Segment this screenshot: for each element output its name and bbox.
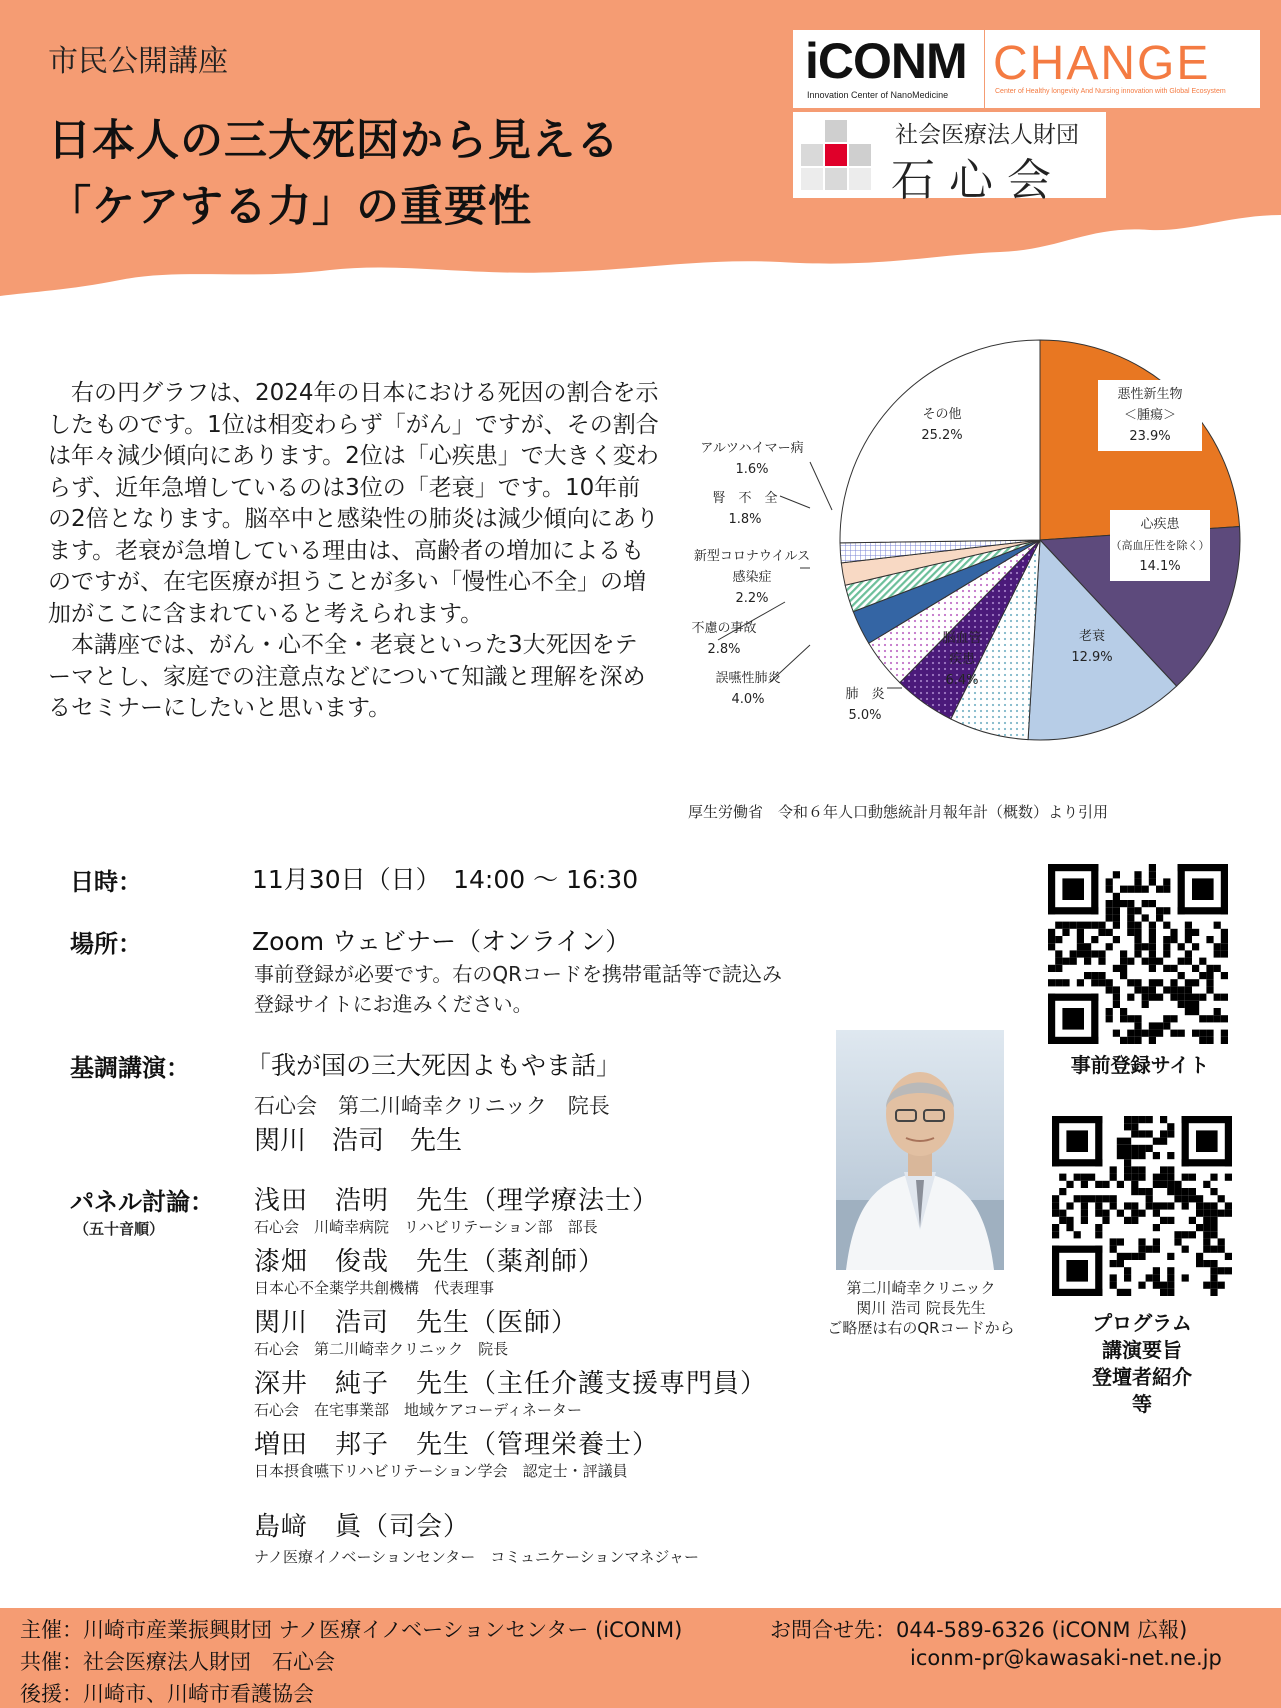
leader-line xyxy=(780,496,810,508)
program-qr-caption-line-3: 登壇者紹介 xyxy=(1092,1365,1192,1389)
footer xyxy=(0,1608,1281,1708)
change-logo-subtitle: Center of Healthy longevity And Nursing innovation with Global Ecosystem xyxy=(995,88,1226,95)
slice-percent-label: 4.0% xyxy=(731,692,765,707)
place-note-2: 登録サイトにお進みください。 xyxy=(254,992,533,1016)
place-value: Zoom ウェビナー（オンライン） xyxy=(252,927,631,956)
panelist-affiliation: 石心会 第二川崎幸クリニック 院長 xyxy=(254,1340,509,1358)
place-note-1: 事前登録が必要です。右のQRコードを携帯電話等で読込み xyxy=(254,962,783,986)
slice-name-label: 感染症 xyxy=(732,570,772,585)
slice-percent-label: 12.9% xyxy=(1071,650,1113,665)
death-cause-pie-chart xyxy=(660,330,1260,800)
panelist-name: 漆畑 俊哉 先生（薬剤師） xyxy=(254,1247,606,1277)
panelist-name: 浅田 浩明 先生（理学療法士） xyxy=(254,1186,660,1216)
footer-co-organizer: 共催：社会医療法人財団 石心会 xyxy=(20,1650,335,1674)
slice-name-label: 脳血管 xyxy=(942,631,982,646)
slice-percent-label: 23.9% xyxy=(1129,429,1171,444)
photo-caption-line-3: ご略歴は右のQRコードから xyxy=(827,1319,1015,1337)
footer-organizer: 主催：川崎市産業振興財団 ナノ医療イノベーションセンター (iCONM) xyxy=(20,1618,683,1642)
title-line-1: 日本人の三大死因から見える xyxy=(48,116,620,166)
program-qr-caption-line-4: 等 xyxy=(1132,1392,1152,1416)
panelist-affiliation: 石心会 川崎幸病院 リハビリテーション部 部長 xyxy=(254,1218,598,1236)
footer-support: 後援：川崎市、川崎市看護協会 xyxy=(20,1682,314,1706)
photo-caption-line-1: 第二川崎幸クリニック xyxy=(846,1279,996,1297)
keynote-speaker: 関川 浩司 先生 xyxy=(254,1126,463,1156)
slice-percent-label: 1.6% xyxy=(735,462,769,477)
sekishin-org-type: 社会医療法人財団 xyxy=(895,122,1079,148)
program-qr-caption xyxy=(1042,1310,1242,1418)
sekishin-org-name: 石心会 xyxy=(891,155,1065,206)
slice-name-label: 悪性新生物 xyxy=(1117,387,1183,402)
slice-name-label: 不慮の事故 xyxy=(691,621,757,636)
slice-name-label: アルツハイマー病 xyxy=(700,441,804,456)
program-qr-code[interactable] xyxy=(1052,1116,1232,1296)
program-qr-caption-line-1: プログラム xyxy=(1092,1311,1192,1335)
slice-name-label: 疾患 xyxy=(948,652,976,667)
panel-order-note: （五十音順） xyxy=(74,1220,165,1238)
footer-contact-phone: お問合せ先：044-589-6326 (iCONM 広報) xyxy=(770,1618,1188,1642)
change-logo xyxy=(985,30,1260,108)
date-label: 日時： xyxy=(70,868,142,896)
photo-caption xyxy=(818,1278,1024,1338)
panelist-affiliation: 日本心不全薬学共創機構 代表理事 xyxy=(254,1279,495,1297)
slice-percent-label: 2.2% xyxy=(735,591,769,606)
date-value: 11月30日（日） 14:00 ～ 16:30 xyxy=(252,865,639,894)
slice-percent-label: 1.8% xyxy=(728,512,762,527)
slice-percent-label: 5.0% xyxy=(848,708,882,723)
panelist-name: 深井 純子 先生（主任介護支援専門員） xyxy=(254,1369,768,1399)
program-qr-caption-line-2: 講演要旨 xyxy=(1102,1338,1182,1362)
panelist-name: 増田 邦子 先生（管理栄養士） xyxy=(254,1430,660,1460)
panelist-name: 関川 浩司 先生（医師） xyxy=(254,1308,579,1338)
slice-name-label: 肺 炎 xyxy=(845,687,885,702)
slice-name-label: 新型コロナウイルス xyxy=(693,549,811,564)
iconm-logo xyxy=(793,30,984,108)
sekishin-logo xyxy=(793,112,1106,206)
intro-paragraph-1: 右の円グラフは、2024年の日本における死因の割合を示したものです。1位は相変わらず「がん」ですが、その割合は年々減少傾向にあります。2位は「心疾患」で大きく変わらず、近年急増しているのは3位の「老衰」です。10年前の2倍となります。脳卒中と感染性の肺炎は減少傾向にあります。老衰が急増している理由は、高齢者の増加によるものですが、在宅医療が担うことが多い「慢性心不全」の増加がここに含まれていると考えられます。 xyxy=(48,380,659,627)
chart-source: 厚生労働省 令和６年人口動態統計月報年計（概数）より引用 xyxy=(688,803,1109,821)
speaker-photo xyxy=(836,1030,1004,1270)
place-label: 場所： xyxy=(70,930,142,958)
moderator-name: 島﨑 眞（司会） xyxy=(254,1512,471,1542)
keynote-title: 「我が国の三大死因よもやま話」 xyxy=(246,1051,622,1080)
page-title xyxy=(48,108,620,240)
moderator-affiliation: ナノ医療イノベーションセンター コミュニケーションマネジャー xyxy=(254,1548,700,1566)
intro-text xyxy=(48,378,660,725)
slice-name-label: 誤嚥性肺炎 xyxy=(715,671,781,686)
slice-name-label: その他 xyxy=(922,407,962,422)
slice-percent-label: 14.1% xyxy=(1139,559,1181,574)
change-logo-text: CHANGE xyxy=(993,37,1211,90)
sekishin-mark-icon xyxy=(801,120,871,190)
slice-percent-label: 2.8% xyxy=(707,642,741,657)
registration-qr-caption: 事前登録サイト xyxy=(1070,1053,1210,1077)
panel-label: パネル討論： xyxy=(70,1188,214,1216)
keynote-label: 基調講演： xyxy=(70,1054,190,1082)
panelist-affiliation: 日本摂食嚥下リハビリテーション学会 認定士・評議員 xyxy=(254,1462,628,1480)
series-label: 市民公開講座 xyxy=(48,44,228,79)
iconm-logo-subtitle: Innovation Center of NanoMedicine xyxy=(807,90,949,100)
footer-contact-email[interactable]: iconm-pr@kawasaki-net.ne.jp xyxy=(910,1646,1222,1670)
photo-caption-line-2: 関川 浩司 院長先生 xyxy=(856,1299,986,1317)
slice-name-label: ＜腫瘍＞ xyxy=(1123,408,1177,423)
slice-percent-label: 25.2% xyxy=(921,428,963,443)
slice-name-label: 老衰 xyxy=(1078,629,1106,644)
panelist-affiliation: 石心会 在宅事業部 地域ケアコーディネーター xyxy=(254,1401,583,1419)
iconm-logo-text: iCONM xyxy=(805,33,967,89)
keynote-affiliation: 石心会 第二川崎幸クリニック 院長 xyxy=(254,1094,610,1118)
intro-paragraph-2: 本講座では、がん・心不全・老衰といった3大死因をテーマとし、家庭での注意点などについて知識と理解を深めるセミナーにしたいと思います。 xyxy=(48,632,646,721)
slice-name-label: （高血圧性を除く） xyxy=(1110,539,1210,552)
slice-name-label: 心疾患 xyxy=(1140,517,1180,532)
registration-qr-code[interactable] xyxy=(1048,864,1228,1044)
slice-percent-label: 6.4% xyxy=(945,673,979,688)
leader-line xyxy=(810,462,832,510)
slice-name-label: 腎 不 全 xyxy=(712,491,778,506)
title-line-2: 「ケアする力」の重要性 xyxy=(48,182,532,232)
